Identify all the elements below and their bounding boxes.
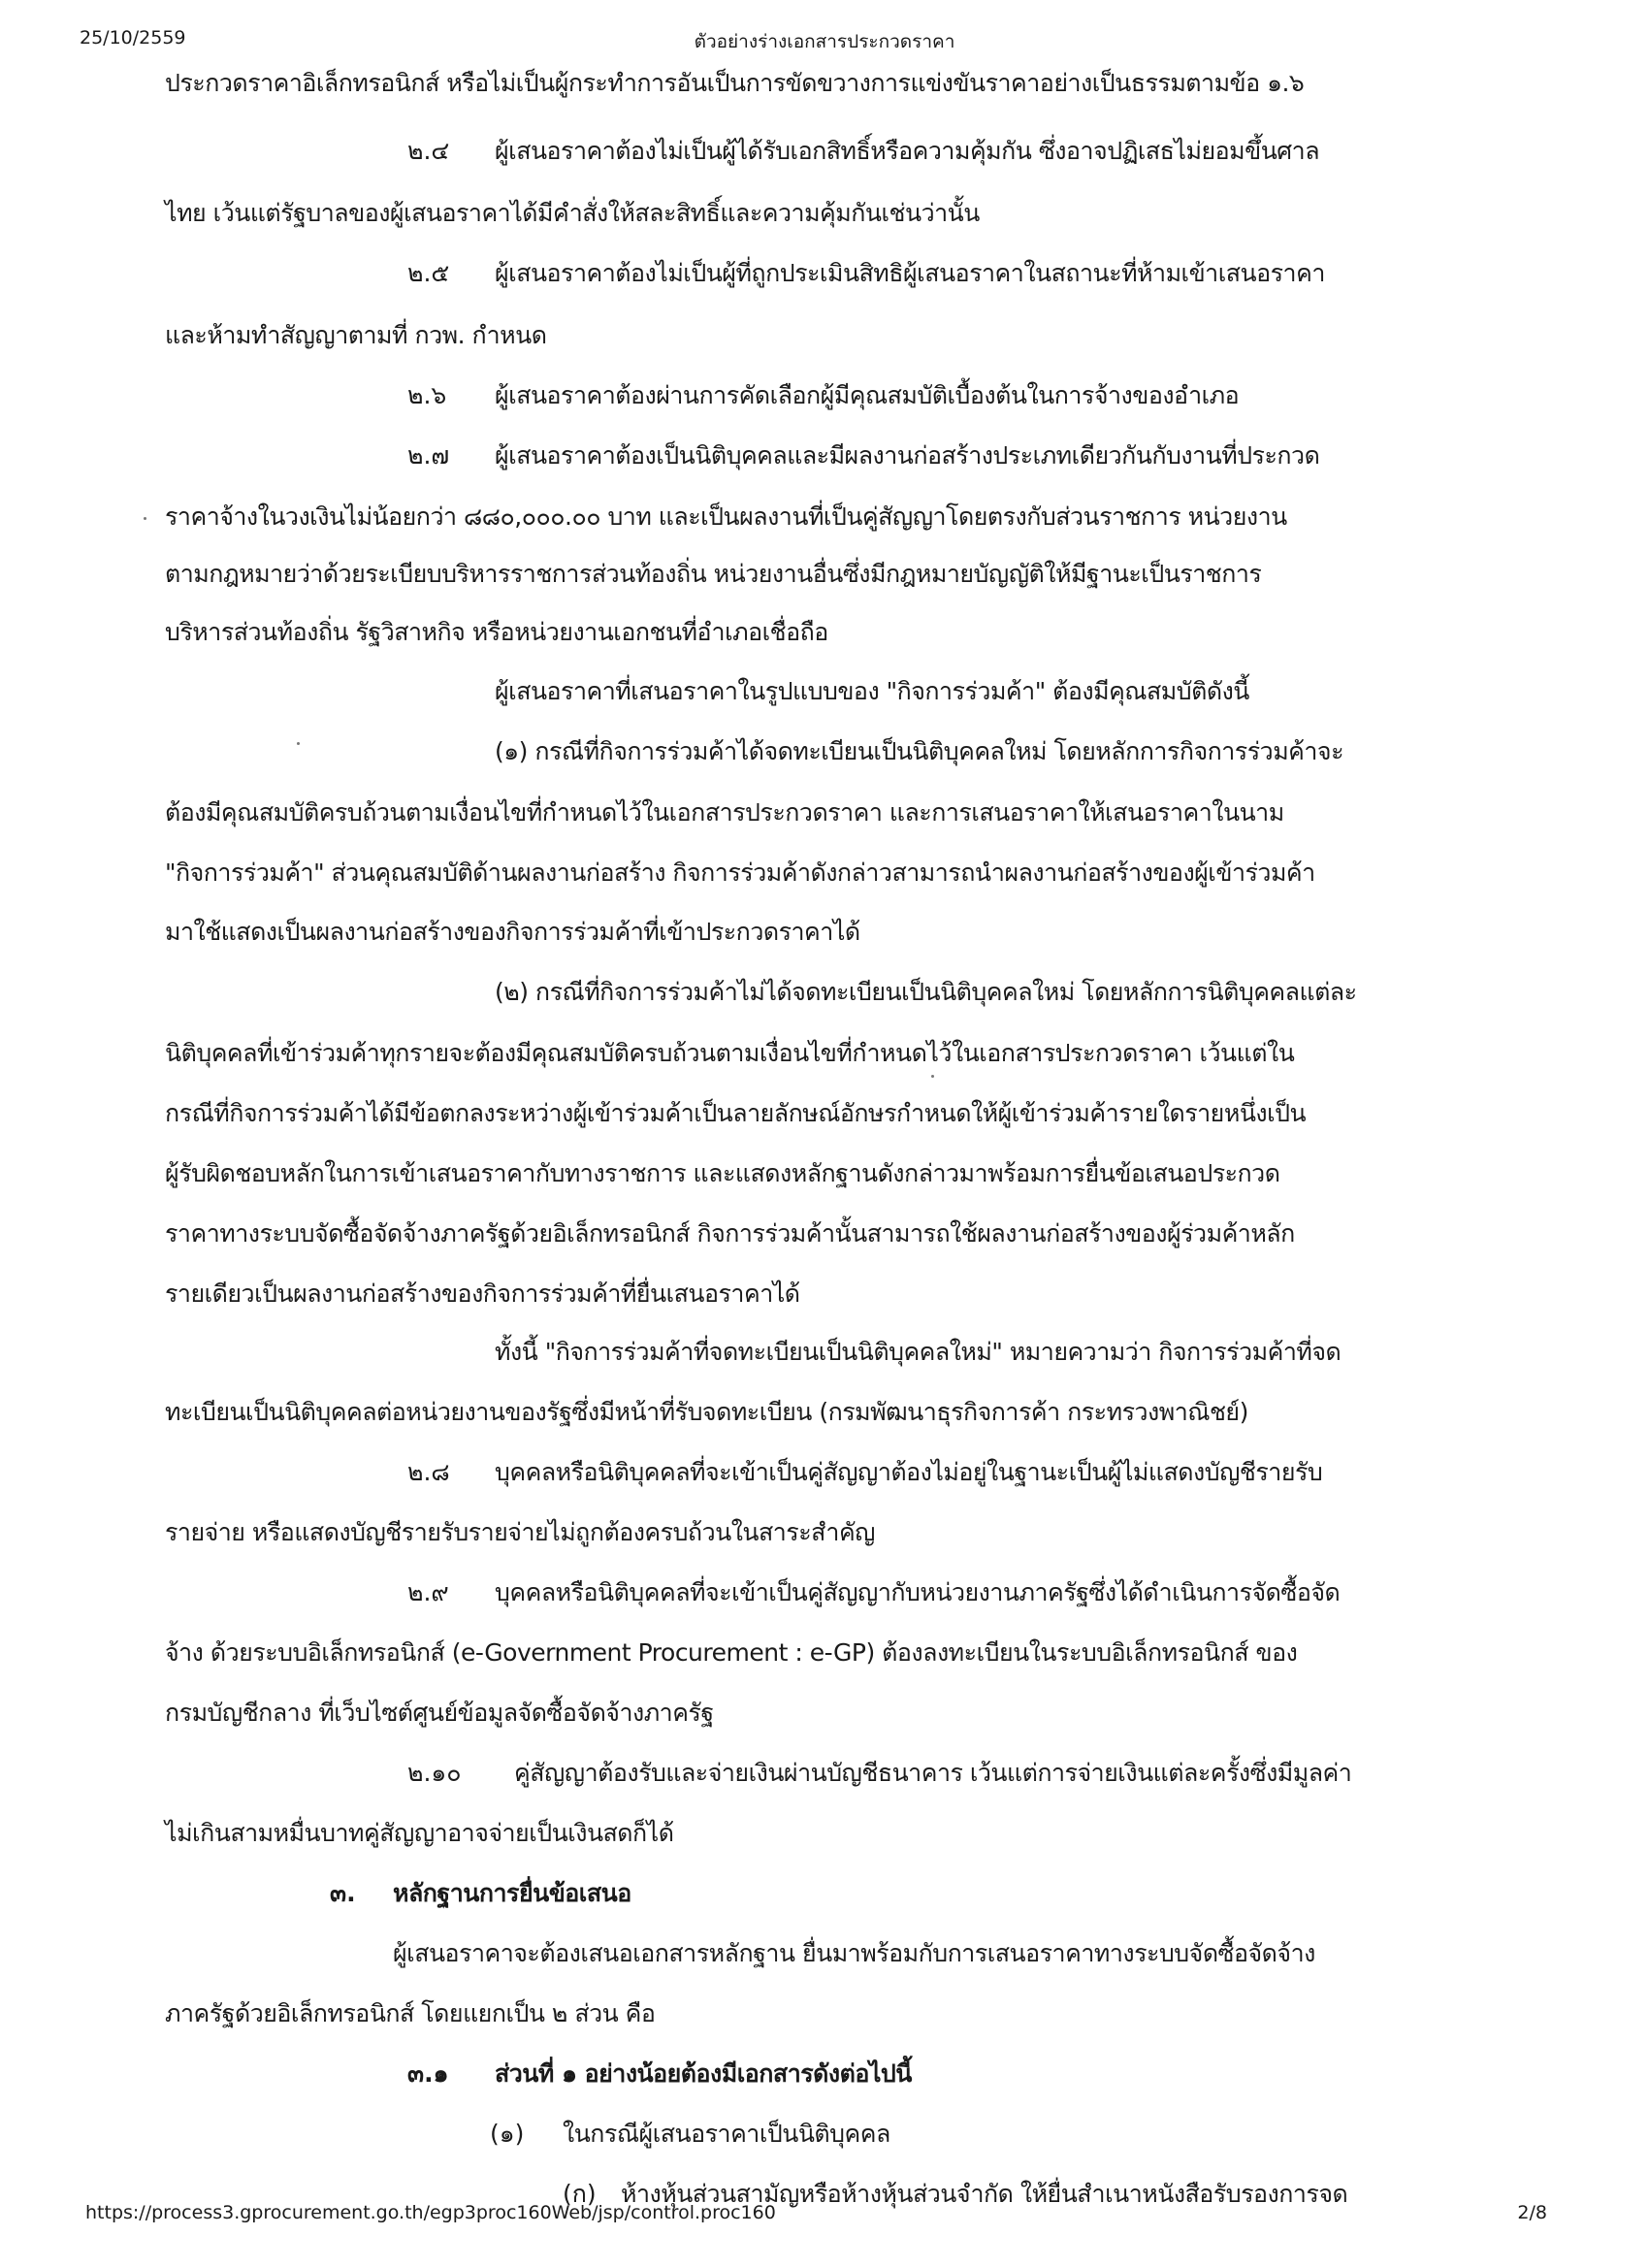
body-line: ห้างหุ้นส่วนสามัญหรือห้างหุ้นส่วนจำกัด ให้ยื่นสำเนาหนังสือรับรองการจด [621, 2180, 1348, 2208]
body-line: ผู้เสนอราคาต้องผ่านการคัดเลือกผู้มีคุณสมบัติเบื้องต้นในการจ้างของอำเภอ [495, 381, 1240, 409]
print-date: 25/10/2559 [80, 27, 186, 49]
scan-speck [297, 742, 300, 745]
body-line: ในกรณีผู้เสนอราคาเป็นนิติบุคคล [563, 2120, 890, 2148]
scan-speck [931, 1075, 934, 1078]
body-line: รายเดียวเป็นผลงานก่อสร้างของกิจการร่วมค้าที่ยื่นเสนอราคาได้ [165, 1280, 800, 1308]
section-heading: หลักฐานการยื่นข้อเสนอ [393, 1879, 631, 1907]
body-line: ทั้งนี้ "กิจการร่วมค้าที่จดทะเบียนเป็นนิติบุคคลใหม่" หมายความว่า กิจการร่วมค้าที่จด [495, 1338, 1342, 1366]
clause-number: ๒.๗ [407, 441, 450, 470]
clause-number: ๒.๑๐ [407, 1759, 462, 1787]
clause-number: ๒.๘ [407, 1458, 450, 1486]
body-line: ไม่เกินสามหมื่นบาทคู่สัญญาอาจจ่ายเป็นเงินสดก็ได้ [165, 1819, 674, 1847]
body-line: ผู้เสนอราคาที่เสนอราคาในรูปแบบของ "กิจการร่วมค้า" ต้องมีคุณสมบัติดังนี้ [495, 677, 1249, 705]
clause-number: ๒.๔ [407, 137, 450, 165]
body-line: กรณีที่กิจการร่วมค้าได้มีข้อตกลงระหว่างผู้เข้าร่วมค้าเป็นลายลักษณ์อักษรกำหนดให้ผู้เข้าร่วมค้ารายใดรายหนึ่งเป็น [165, 1099, 1307, 1127]
body-line: มาใช้แสดงเป็นผลงานก่อสร้างของกิจการร่วมค้าที่เข้าประกวดราคาได้ [165, 918, 860, 946]
section-number: ๓. [330, 1879, 356, 1907]
body-line: ตามกฎหมายว่าด้วยระเบียบบริหารราชการส่วนท้องถิ่น หน่วยงานอื่นซึ่งมีกฎหมายบัญญัติให้มีฐานะเป็นราชการ [165, 560, 1262, 588]
body-line: รายจ่าย หรือแสดงบัญชีรายรับรายจ่ายไม่ถูกต้องครบถ้วนในสาระสำคัญ [165, 1518, 875, 1546]
body-line: (๒) กรณีที่กิจการร่วมค้าไม่ได้จดทะเบียนเป็นนิติบุคคลใหม่ โดยหลักการนิติบุคคลแต่ละ [495, 978, 1357, 1006]
clause-number: ๒.๕ [407, 259, 450, 287]
body-line: บุคคลหรือนิติบุคคลที่จะเข้าเป็นคู่สัญญาต้องไม่อยู่ในฐานะเป็นผู้ไม่แสดงบัญชีรายรับ [495, 1458, 1323, 1486]
body-line: ผู้รับผิดชอบหลักในการเข้าเสนอราคากับทางราชการ และแสดงหลักฐานดังกล่าวมาพร้อมการยื่นข้อเสนอประกวด [165, 1159, 1280, 1187]
body-line: ต้องมีคุณสมบัติครบถ้วนตามเงื่อนไขที่กำหนดไว้ในเอกสารประกวดราคา และการเสนอราคาให้เสนอราคาในนาม [165, 798, 1284, 826]
clause-number: ๒.๙ [407, 1578, 449, 1606]
body-line: กรมบัญชีกลาง ที่เว็บไซต์ศูนย์ข้อมูลจัดซื้อจัดจ้างภาครัฐ [165, 1699, 714, 1727]
body-line: จ้าง ด้วยระบบอิเล็กทรอนิกส์ (e-Government Procurement : e-GP) ต้องลงทะเบียนในระบบอิเล็กทรอนิกส์ ของ [165, 1638, 1298, 1667]
scan-speck [144, 517, 146, 520]
body-line: นิติบุคคลที่เข้าร่วมค้าทุกรายจะต้องมีคุณสมบัติครบถ้วนตามเงื่อนไขที่กำหนดไว้ในเอกสารประกวดราคา เว้นแต่ใน [165, 1039, 1295, 1067]
section-heading: ส่วนที่ ๑ อย่างน้อยต้องมีเอกสารดังต่อไปนี้ [495, 2059, 912, 2088]
body-line: ทะเบียนเป็นนิติบุคคลต่อหน่วยงานของรัฐซึ่งมีหน้าที่รับจดทะเบียน (กรมพัฒนาธุรกิจการค้า กระทรวงพาณิชย์) [165, 1398, 1248, 1426]
body-line: ราคาจ้างในวงเงินไม่น้อยกว่า ๘๘๐,๐๐๐.๐๐ บาท และเป็นผลงานที่เป็นคู่สัญญาโดยตรงกับส่วนราชการ หน่วยงาน [165, 502, 1287, 531]
body-line: คู่สัญญาต้องรับและจ่ายเงินผ่านบัญชีธนาคาร เว้นแต่การจ่ายเงินแต่ละครั้งซึ่งมีมูลค่า [514, 1759, 1352, 1787]
body-line: (๑) กรณีที่กิจการร่วมค้าได้จดทะเบียนเป็นนิติบุคคลใหม่ โดยหลักการกิจการร่วมค้าจะ [495, 737, 1344, 765]
body-line: ภาครัฐด้วยอิเล็กทรอนิกส์ โดยแยกเป็น ๒ ส่วน คือ [165, 1999, 656, 2027]
clause-number: ๒.๖ [407, 381, 447, 409]
item-number: (๑) [490, 2120, 525, 2148]
body-line: "กิจการร่วมค้า" ส่วนคุณสมบัติด้านผลงานก่อสร้าง กิจการร่วมค้าดังกล่าวสามารถนำผลงานก่อสร้างของผู้เข้าร่วมค้า [165, 859, 1315, 887]
body-line: ผู้เสนอราคาต้องไม่เป็นผู้ที่ถูกประเมินสิทธิผู้เสนอราคาในสถานะที่ห้ามเข้าเสนอราคา [495, 259, 1325, 287]
document-title: ตัวอย่างร่างเอกสารประกวดราคา [694, 31, 955, 52]
footer-url: https://process3.gprocurement.go.th/egp3proc160Web/jsp/control.proc160 [85, 2202, 776, 2223]
body-line: ผู้เสนอราคาต้องไม่เป็นผู้ได้รับเอกสิทธิ์หรือความคุ้มกัน ซึ่งอาจปฏิเสธไม่ยอมขึ้นศาล [495, 137, 1320, 165]
body-line: ไทย เว้นแต่รัฐบาลของผู้เสนอราคาได้มีคำสั่งให้สละสิทธิ์และความคุ้มกันเช่นว่านั้น [165, 199, 980, 227]
body-line: ผู้เสนอราคาต้องเป็นนิติบุคคลและมีผลงานก่อสร้างประเภทเดียวกันกับงานที่ประกวด [495, 441, 1320, 470]
body-line: ผู้เสนอราคาจะต้องเสนอเอกสารหลักฐาน ยื่นมาพร้อมกับการเสนอราคาทางระบบจัดซื้อจัดจ้าง [393, 1939, 1315, 1967]
body-line: ราคาทางระบบจัดซื้อจัดจ้างภาครัฐด้วยอิเล็กทรอนิกส์ กิจการร่วมค้านั้นสามารถใช้ผลงานก่อสร้างของผู้ร่วมค้าหลัก [165, 1219, 1295, 1247]
body-line: บริหารส่วนท้องถิ่น รัฐวิสาหกิจ หรือหน่วยงานเอกชนที่อำเภอเชื่อถือ [165, 618, 828, 646]
body-line: ประกวดราคาอิเล็กทรอนิกส์ หรือไม่เป็นผู้กระทำการอันเป็นการขัดขวางการแข่งขันราคาอย่างเป็นธรรมตามข้อ ๑.๖ [165, 69, 1305, 97]
section-number: ๓.๑ [407, 2059, 449, 2088]
body-line: และห้ามทำสัญญาตามที่ กวพ. กำหนด [165, 321, 547, 349]
body-line: บุคคลหรือนิติบุคคลที่จะเข้าเป็นคู่สัญญากับหน่วยงานภาครัฐซึ่งได้ดำเนินการจัดซื้อจัด [495, 1578, 1341, 1606]
item-number: (ก) [563, 2180, 597, 2208]
page-number: 2/8 [1517, 2202, 1547, 2223]
